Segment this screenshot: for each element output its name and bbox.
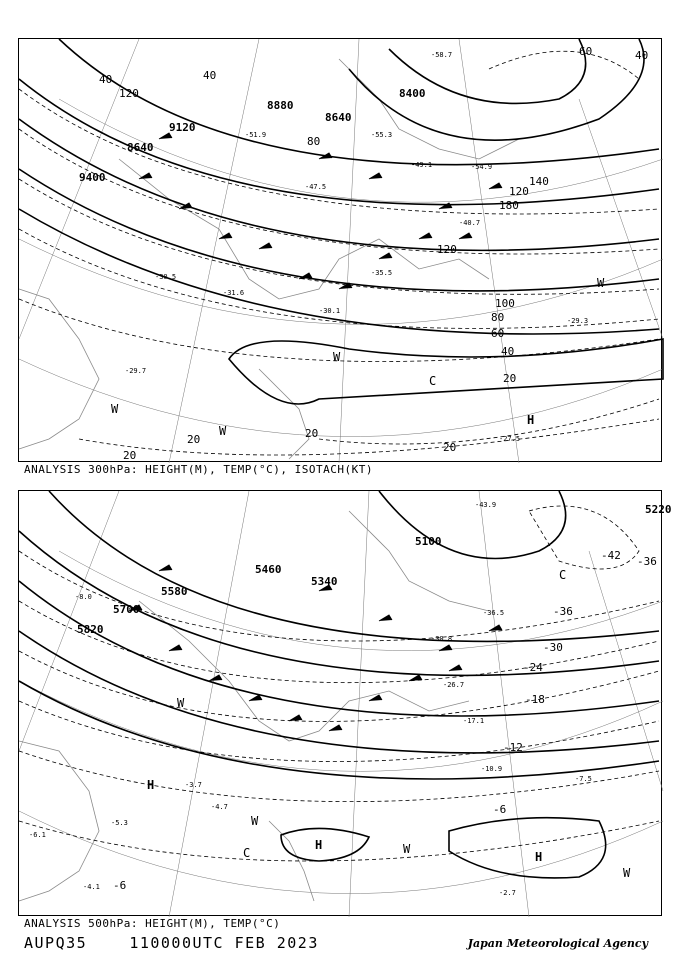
temp-contour-label: -6 (493, 803, 507, 816)
valid-datetime: 110000UTC FEB 2023 (129, 934, 319, 952)
isotach-label: 60 (491, 327, 505, 340)
temp-label: -36.5 (483, 609, 505, 617)
temp-contour-label: -36 (637, 555, 657, 568)
product-code (24, 934, 319, 952)
pressure-centers (111, 276, 605, 438)
isotach-label: 80 (491, 311, 505, 324)
isotach-label: 20 (443, 441, 457, 454)
chart-500hpa-map (19, 491, 672, 917)
isotach-label: 40 (635, 49, 649, 62)
temp-contours (19, 506, 659, 861)
height-label: 5820 (77, 623, 104, 636)
height-label: 8640 (325, 111, 352, 124)
temp-labels (125, 51, 588, 443)
graticule (19, 39, 663, 463)
isotach-label: 120 (509, 185, 529, 198)
isotach-label: 120 (119, 87, 139, 100)
wind-barbs (139, 133, 502, 289)
height-label: 8880 (267, 99, 294, 112)
chart-300hpa-caption: ANALYSIS 300hPa: HEIGHT(M), TEMP(°C), ISOTACH(KT) (24, 463, 374, 476)
temp-label: -26.7 (443, 681, 465, 689)
isotach-label: 20 (503, 372, 517, 385)
temp-label: -49.1 (411, 161, 433, 169)
isotach-label: 60 (579, 45, 593, 58)
warm-center-label: W (251, 814, 259, 828)
isotach-label: 140 (529, 175, 549, 188)
height-label: 5700 (113, 603, 140, 616)
temp-label: -7.5 (575, 775, 592, 783)
temp-label: -54.9 (471, 163, 493, 171)
isotach-label: 40 (501, 345, 515, 358)
height-contours (19, 39, 663, 404)
isotach-label: 180 (499, 199, 519, 212)
warm-center-label: W (111, 402, 119, 416)
cold-center-label: C (243, 846, 251, 860)
temp-label: -55.3 (371, 131, 393, 139)
warm-center-label: W (597, 276, 605, 290)
temp-labels (29, 501, 592, 897)
height-label: 5460 (255, 563, 282, 576)
temp-contour-label: -18 (525, 693, 545, 706)
isotach-label: 40 (99, 73, 113, 86)
isotach-label: 20 (187, 433, 201, 446)
temp-label: -10.9 (481, 765, 503, 773)
temp-label: -51.9 (245, 131, 267, 139)
high-center-label: H (147, 778, 155, 792)
temp-label: -58.7 (431, 51, 453, 59)
height-label: 5340 (311, 575, 338, 588)
cold-center-label: C (429, 374, 437, 388)
temp-label: -17.1 (463, 717, 485, 725)
height-label: 5220 (645, 503, 672, 516)
temp-contour-label: -36 (553, 605, 573, 618)
chart-500hpa (18, 490, 672, 916)
chart-300hpa-map (19, 39, 663, 463)
product-code-id: AUPQ35 (24, 934, 88, 952)
temp-label: -8.0 (75, 593, 92, 601)
temp-label: -6.1 (29, 831, 46, 839)
temp-contour-labels (113, 549, 657, 892)
isotach-label: 80 (307, 135, 321, 148)
isotach-label: 100 (495, 297, 515, 310)
isotach-label: 40 (203, 69, 217, 82)
warm-center-label: W (333, 350, 341, 364)
temp-label: -30.8 (431, 635, 453, 643)
height-label: 9120 (169, 121, 196, 134)
temp-label: -29.3 (567, 317, 589, 325)
high-center-label: H (527, 413, 535, 427)
warm-center-label: W (623, 866, 631, 880)
height-label: 9400 (79, 171, 106, 184)
warm-center-label: W (403, 842, 411, 856)
temp-contour-label: -24 (523, 661, 543, 674)
warm-center-label: W (177, 696, 185, 710)
temp-label: -40.7 (459, 219, 481, 227)
high-center-label: H (535, 850, 543, 864)
isotach-label: 20 (305, 427, 319, 440)
temp-label: -3.7 (185, 781, 202, 789)
chart-500hpa-caption: ANALYSIS 500hPa: HEIGHT(M), TEMP(°C) (24, 917, 281, 930)
cold-center-label: C (559, 568, 567, 582)
temp-label: -4.1 (83, 883, 100, 891)
temp-label: -4.7 (211, 803, 228, 811)
agency-name: Japan Meteorological Agency (467, 937, 648, 950)
temp-label: -29.7 (125, 367, 147, 375)
temp-contour-label: -6 (113, 879, 127, 892)
temp-contour-label: -12 (503, 741, 523, 754)
temp-contour-label: -42 (601, 549, 621, 562)
warm-center-label: W (219, 424, 227, 438)
temp-label: -31.6 (223, 289, 245, 297)
temp-label: -47.5 (305, 183, 327, 191)
temp-label: -27.5 (499, 435, 521, 443)
height-label: 8400 (399, 87, 426, 100)
isotach-label: 20 (123, 449, 137, 462)
height-label: 5580 (161, 585, 188, 598)
temp-label: -35.5 (371, 269, 393, 277)
temp-label: -43.9 (475, 501, 497, 509)
height-label: 5100 (415, 535, 442, 548)
graticule (19, 491, 663, 917)
high-center-label: H (315, 838, 323, 852)
temp-contour-label: -30 (543, 641, 563, 654)
temp-label: -30.1 (319, 307, 341, 315)
temp-label: -30.5 (155, 273, 177, 281)
chart-300hpa (18, 38, 662, 462)
isotach-label: 120 (437, 243, 457, 256)
coastline (19, 59, 519, 459)
temp-label: -2.7 (499, 889, 516, 897)
height-label: 8640 (127, 141, 154, 154)
temp-label: -5.3 (111, 819, 128, 827)
